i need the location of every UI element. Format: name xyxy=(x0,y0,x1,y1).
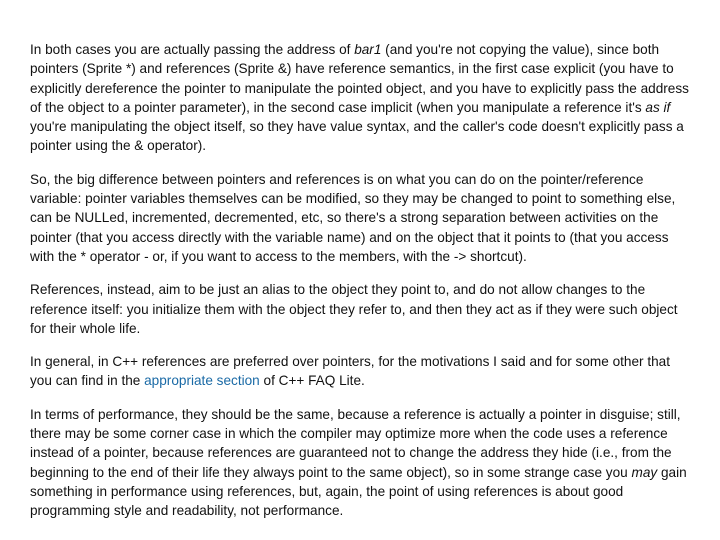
p4-text-a: In general, in C++ references are preferred over pointers, for the motivations I said and for some other that you can find in the xyxy=(30,354,671,389)
p1-text-c: (and you're not copying the value), since both pointers (Sprite *) and references (Sprite &) have reference semantics, in the first case explicit (you have to explicitly dereference the pointer to manipulate the pointed object, and you have to explicitly pass the address of the object to a pointer parameter), in the second case implicit (when you manipulate a reference it's xyxy=(30,42,689,115)
p1-variable-name: bar1 xyxy=(354,42,382,57)
paragraph-1 xyxy=(30,40,695,156)
faq-section-link[interactable]: appropriate section xyxy=(144,373,260,389)
paragraph-2: So, the big difference between pointers and references is on what you can do on the pointer/reference variable: pointer variables themselves can be modified, so they may be changed to point to something else, can be NULLed, incremented, decremented, etc, so there's a strong separation between activities on the pointer (that you access directly with the variable name) and on the object that it points to (that you access with the * operator - or, if you want to access to the members, with the -> shortcut). xyxy=(30,171,676,264)
answer-body xyxy=(30,40,695,535)
paragraph-3: References, instead, aim to be just an alias to the object they point to, and do not allow changes to the reference itself: you initialize them with the object they refer to, and then they act as if they were such object for their whole life. xyxy=(30,282,678,336)
p1-text-e: you're manipulating the object itself, so they have value syntax, and the caller's code doesn't explicitly pass a pointer using the & operator). xyxy=(30,119,684,154)
p4-text-b: of C++ FAQ Lite. xyxy=(259,373,365,389)
p1-text-a: In both cases you are actually passing the address of xyxy=(30,42,355,57)
paragraph-4 xyxy=(30,352,695,391)
p5-emphasis: may xyxy=(631,464,658,480)
p1-emphasis: as if xyxy=(645,99,671,115)
p5-text-c: gain something in performance using references, but, again, the point of using references is about good programming style and readability, not performance. xyxy=(30,464,687,519)
paragraph-5 xyxy=(30,405,695,521)
p5-text-a: In terms of performance, they should be the same, because a reference is actually a pointer in disguise; still, there may be some corner case in which the compiler may optimize more when the code uses a reference instead of a pointer, because references are guaranteed not to change the address they hide (i.e., from the beginning to the end of their life they always point to the same object), so in some strange case you xyxy=(30,406,681,480)
